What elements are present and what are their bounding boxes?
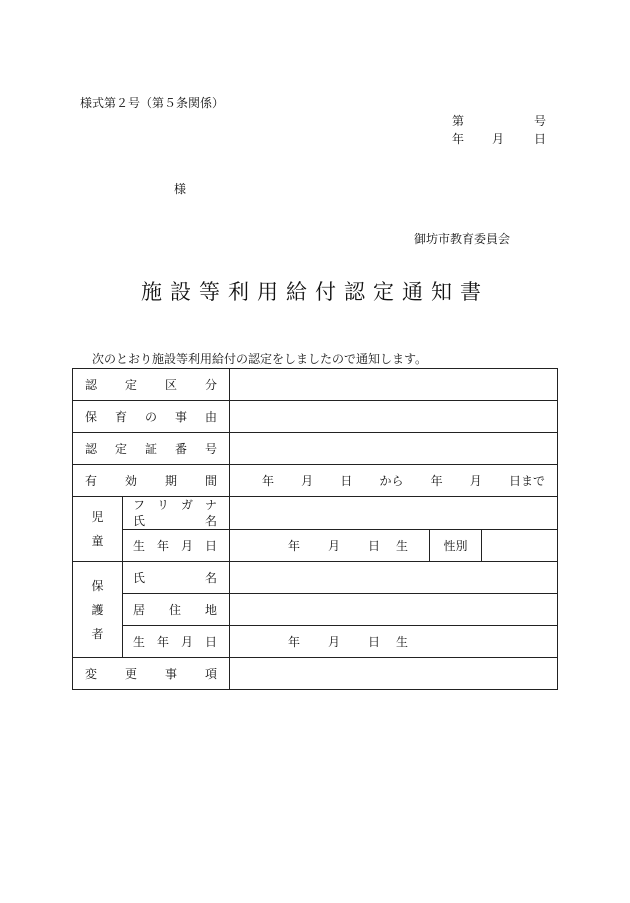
label-childcare-reason [73, 401, 230, 433]
value-childcare-reason[interactable] [230, 401, 558, 433]
label-char: 保 [85, 410, 98, 424]
period-from: から [379, 474, 404, 488]
label-char: 認 [85, 442, 98, 456]
label-char: 変 [85, 667, 98, 681]
certification-table [72, 368, 558, 690]
label-cert-number [73, 433, 230, 465]
label-char: 者 [91, 626, 104, 641]
label-char: 氏 [133, 571, 146, 585]
label-char: 事 [174, 410, 187, 424]
value-guardian-residence[interactable] [230, 594, 558, 626]
birth-year: 年 [288, 539, 301, 553]
row-child-furigana-name [73, 497, 558, 530]
row-cert-category [73, 369, 558, 401]
label-validity [73, 465, 230, 497]
label-char: 定 [114, 442, 127, 456]
row-changes [73, 658, 558, 690]
label-char: 護 [91, 602, 104, 617]
label-guardian-residence [123, 594, 230, 626]
value-child-birthdate[interactable] [230, 530, 430, 562]
value-validity[interactable] [230, 465, 558, 497]
row-childcare-reason [73, 401, 558, 433]
value-cert-number[interactable] [230, 433, 558, 465]
label-char: 月 [180, 635, 193, 649]
row-cert-number [73, 433, 558, 465]
label-char: 証 [144, 442, 157, 456]
label-char: 居 [133, 603, 146, 617]
intro-text: 次のとおり施設等利用給付の認定をしましたので通知します。 [92, 352, 428, 366]
label-guardian-name [123, 562, 230, 594]
label-char: 期 [164, 474, 177, 488]
birth-month: 月 [328, 635, 341, 649]
doc-no-prefix: 第 [452, 114, 465, 128]
label-char: 区 [164, 378, 177, 392]
issuer-name: 御坊市教育委員会 [414, 232, 511, 246]
birth-day: 日 [368, 539, 381, 553]
label-char: ガ [180, 498, 193, 512]
label-char: 番 [174, 442, 187, 456]
label-child-furigana-name [123, 497, 230, 530]
label-char: 効 [124, 474, 137, 488]
label-sex: 性別 [429, 530, 481, 562]
label-char: 生 [133, 635, 146, 649]
label-char: 月 [180, 539, 193, 553]
label-char: 日 [204, 539, 217, 553]
label-char: 生 [133, 539, 146, 553]
row-guardian-birthdate [73, 626, 558, 658]
label-char: 事 [164, 667, 177, 681]
row-guardian-residence [73, 594, 558, 626]
label-char: 児 [91, 510, 104, 524]
label-guardian-group [73, 562, 123, 658]
row-guardian-name [73, 562, 558, 594]
label-char: 名 [204, 571, 217, 585]
label-char: 育 [114, 410, 127, 424]
period-day-start: 日 [340, 474, 353, 488]
label-char: 項 [204, 667, 217, 681]
period-month-start: 月 [301, 474, 314, 488]
label-char: フ [133, 498, 146, 512]
label-char: 童 [91, 534, 104, 548]
date-year: 年 [452, 132, 465, 146]
birth-day: 日 [368, 635, 381, 649]
label-char: 年 [156, 635, 169, 649]
birth-year: 年 [288, 635, 301, 649]
label-cert-category [73, 369, 230, 401]
birth-suffix: 生 [396, 539, 409, 553]
label-char: ナ [204, 498, 217, 512]
date-day: 日 [533, 132, 546, 146]
label-char: リ [156, 498, 169, 512]
date-month: 月 [492, 132, 505, 146]
value-child-name[interactable] [230, 497, 558, 530]
value-cert-category[interactable] [230, 369, 558, 401]
label-char: 名 [204, 514, 217, 528]
label-char: 保 [91, 578, 104, 593]
label-char: 年 [156, 539, 169, 553]
label-char: 地 [204, 603, 217, 617]
row-validity [73, 465, 558, 497]
label-guardian-birthdate [123, 626, 230, 658]
label-char: 日 [204, 635, 217, 649]
label-char: 更 [124, 667, 137, 681]
period-year-start: 年 [262, 474, 275, 488]
document-title: 施設等利用給付認定通知書 [141, 280, 489, 304]
value-sex[interactable] [481, 530, 557, 562]
addressee-suffix: 様 [174, 182, 187, 196]
label-changes [73, 658, 230, 690]
period-day-until: 日まで [508, 474, 545, 488]
period-year-end: 年 [430, 474, 443, 488]
label-char: 住 [168, 603, 181, 617]
row-child-birthdate [73, 530, 558, 562]
label-char: 由 [204, 410, 217, 424]
label-char: 間 [204, 474, 217, 488]
label-char: 氏 [133, 514, 146, 528]
value-guardian-birthdate[interactable] [230, 626, 558, 658]
label-child-birthdate [123, 530, 230, 562]
label-char: 有 [85, 474, 98, 488]
label-child-group [73, 497, 123, 562]
form-number: 様式第２号（第５条関係） [80, 96, 225, 110]
birth-suffix: 生 [396, 635, 409, 649]
label-char: 号 [204, 442, 217, 456]
label-char: 認 [85, 378, 98, 392]
birth-month: 月 [328, 539, 341, 553]
period-month-end: 月 [469, 474, 482, 488]
value-changes[interactable] [230, 658, 558, 690]
value-guardian-name[interactable] [230, 562, 558, 594]
label-char: 定 [124, 378, 137, 392]
label-char: 分 [204, 378, 217, 392]
doc-no-suffix: 号 [533, 114, 546, 128]
label-char: の [144, 410, 157, 424]
